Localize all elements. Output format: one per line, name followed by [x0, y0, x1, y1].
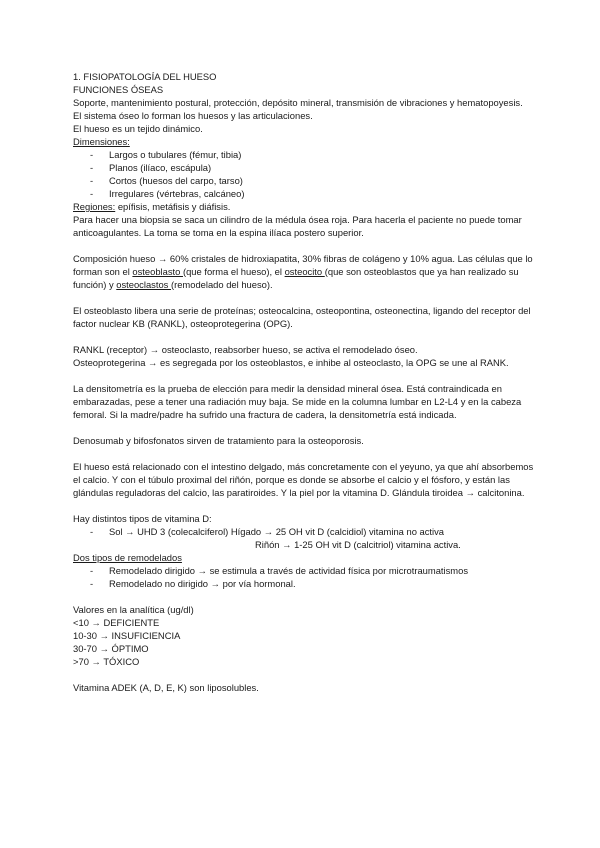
section-title: 1. FISIOPATOLOGÍA DEL HUESO	[73, 71, 217, 82]
dimensiones-list	[73, 148, 540, 200]
list-item: - Remodelado no dirigido → por vía hormonal.	[73, 577, 540, 590]
liposolubles-line: Vitamina ADEK (A, D, E, K) son liposolubles.	[73, 682, 259, 693]
list-item: - Remodelado dirigido → se estimula a través de actividad física por microtraumatismos	[73, 564, 540, 577]
osteocito-term: osteocito	[284, 266, 325, 277]
funciones-heading: FUNCIONES ÓSEAS	[73, 84, 164, 95]
composicion-text: (que forma el hueso), el	[182, 266, 285, 277]
valor-line: 30-70 → ÓPTIMO	[73, 643, 149, 654]
tejido-dinamico-text: El hueso es un tejido dinámico.	[73, 123, 203, 134]
regiones-line	[73, 200, 540, 213]
opg-line: Osteoprotegerina → es segregada por los osteoblastos, e inhibe al osteoclasto, la OPG se une al RANK.	[73, 357, 509, 368]
denosumab-paragraph: Denosumab y bifosfonatos sirven de tratamiento para la osteoporosis.	[73, 435, 364, 446]
vitamina-d-line: - Sol → UHD 3 (colecalciferol) Hígado → 25 OH vit D (calcidiol) vitamina no activa	[73, 525, 540, 538]
osteoblasto-term: osteoblasto	[132, 266, 183, 277]
list-item: - Largos o tubulares (fémur, tibia)	[73, 148, 540, 161]
list-item: - Planos (ilíaco, escápula)	[73, 161, 540, 174]
osteoclastos-term: osteoclastos	[116, 279, 171, 290]
biopsia-paragraph: Para hacer una biopsia se saca un cilindro de la médula ósea roja. Para hacerla el paciente no puede tomar anticoagulantes. La toma se toma en la espina ilíaca postero superior.	[73, 214, 522, 238]
intestino-paragraph: El hueso está relacionado con el intestino delgado, más concretamente con el yeyuno, ya que ahí absorbemos el calcio. Y con el túbulo proximal del riñón, porque es donde se absorbe el calcio y el fósforo, y están las glándulas reguladoras del calcio, las paratiroides. Y la piel por la vitamina D. Glándula tiroidea → calcitonina.	[73, 461, 534, 498]
valor-line: <10 → DEFICIENTE	[73, 617, 160, 628]
dimensiones-heading: Dimensiones:	[73, 136, 130, 147]
valor-line: 10-30 → INSUFICIENCIA	[73, 630, 181, 641]
vitamina-d-line: Riñón → 1-25 OH vit D (calcitriol) vitamina activa.	[255, 539, 461, 550]
valor-line: >70 → TÓXICO	[73, 656, 140, 667]
remodelados-heading: Dos tipos de remodelados	[73, 552, 182, 563]
composicion-text: (que son osteoblastos que ya han realizado su función) y	[73, 266, 519, 290]
composicion-text: Composición hueso → 60% cristales de hidroxiapatita, 30% fibras de colágeno y 10% agua. Las células que lo forman son el	[73, 253, 533, 277]
funciones-text: Soporte, mantenimiento postural, protección, depósito mineral, transmisión de vibraciones y hematopoyesis.	[73, 97, 523, 108]
list-item: - Cortos (huesos del carpo, tarso)	[73, 174, 540, 187]
composicion-paragraph	[73, 252, 540, 291]
proteinas-paragraph: El osteoblasto libera una serie de proteínas; osteocalcina, osteopontina, osteonectina, ligando del receptor del factor nuclear KB (RANKL), osteoprotegerina (OPG).	[73, 305, 531, 329]
sistema-oseo-text: El sistema óseo lo forman los huesos y las articulaciones.	[73, 110, 313, 121]
composicion-text: (remodelado del hueso).	[170, 279, 273, 290]
regiones-heading: Regiones:	[73, 201, 116, 212]
regiones-text: epífisis, metáfisis y diáfisis.	[115, 201, 231, 212]
list-item: - Irregulares (vértebras, calcáneo)	[73, 187, 540, 200]
rankl-line: RANKL (receptor) → osteoclasto, reabsorber hueso, se activa el remodelado óseo.	[73, 344, 418, 355]
remodelados-list	[73, 564, 540, 590]
vitamina-d-intro: Hay distintos tipos de vitamina D:	[73, 513, 212, 524]
valores-heading: Valores en la analítica (ug/dl)	[73, 604, 194, 615]
densitometria-paragraph: La densitometría es la prueba de elección para medir la densidad mineral ósea. Está contraindicada en embarazadas, pese a tener una radiación muy baja. Se mide en la columna lumbar en L2-L4 y en la cabeza femoral. Si la madre/padre ha sufrido una fractura de cadera, la densitometría está indicada.	[73, 383, 522, 420]
vitamina-d-list	[73, 525, 540, 551]
